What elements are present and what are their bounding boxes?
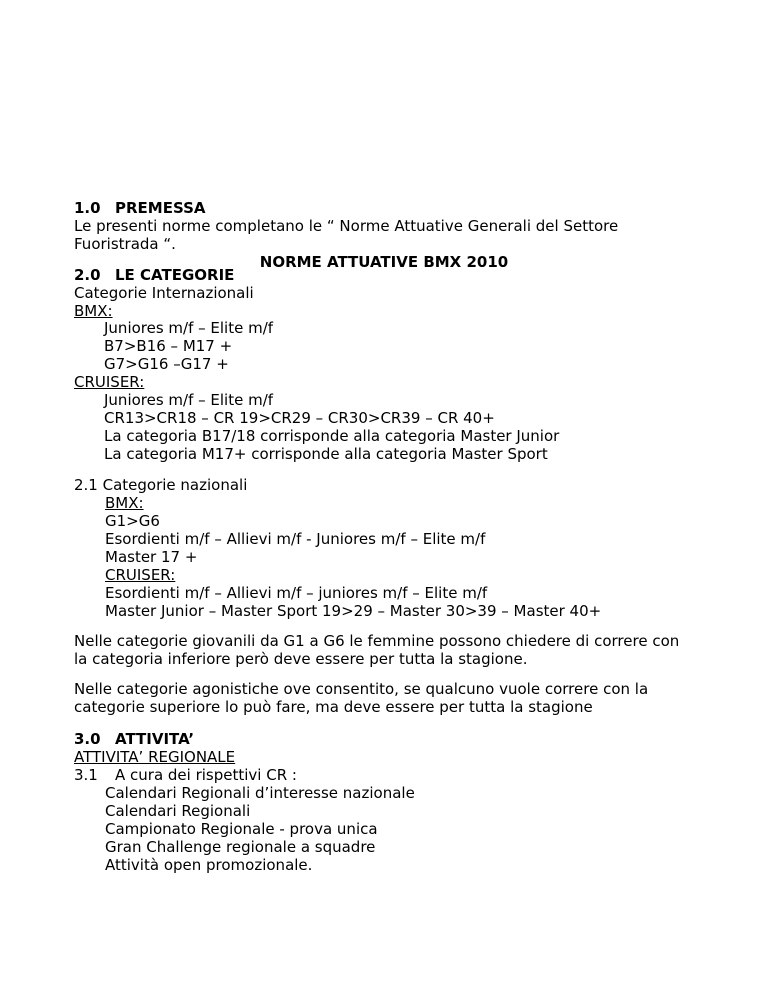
premessa-text-line: Fuoristrada “. (74, 235, 176, 253)
category-line: G7>G16 –G17 + (104, 355, 229, 373)
section-1-heading (74, 199, 206, 217)
category-line: La categoria M17+ corrisponde alla categoria Master Sport (104, 445, 548, 463)
bmx-label: BMX: (105, 494, 144, 512)
bmx-label: BMX: (74, 302, 113, 320)
section-number: 3.0 (74, 730, 101, 748)
paragraph-line: Nelle categorie giovanili da G1 a G6 le femmine possono chiedere di correre con (74, 632, 680, 650)
category-line: Esordienti m/f – Allievi m/f - Juniores m/f – Elite m/f (105, 530, 486, 548)
cruiser-label: CRUISER: (74, 373, 145, 391)
category-line: Esordienti m/f – Allievi m/f – juniores m/f – Elite m/f (105, 584, 488, 602)
paragraph-line: categorie superiore lo può fare, ma deve essere per tutta la stagione (74, 698, 593, 716)
category-line: La categoria B17/18 corrisponde alla categoria Master Junior (104, 427, 560, 445)
cruiser-label: CRUISER: (105, 566, 176, 584)
section-title: PREMESSA (115, 199, 206, 217)
activity-line: Calendari Regionali (105, 802, 251, 820)
category-line: Juniores m/f – Elite m/f (104, 391, 274, 409)
section-number: 2.0 (74, 266, 101, 284)
section-3-heading (74, 730, 194, 748)
section-2-heading (74, 266, 234, 284)
international-categories-label: Categorie Internazionali (74, 284, 254, 302)
section-3-1-line (74, 766, 297, 784)
category-line: B7>B16 – M17 + (104, 337, 233, 355)
premessa-text-line: Le presenti norme completano le “ Norme Attuative Generali del Settore (74, 217, 619, 235)
category-line: G1>G6 (105, 512, 160, 530)
category-line: Master Junior – Master Sport 19>29 – Master 30>39 – Master 40+ (105, 602, 602, 620)
activity-line: Calendari Regionali d’interesse nazionale (105, 784, 415, 802)
section-2-1-heading: 2.1 Categorie nazionali (74, 476, 248, 494)
category-line: CR13>CR18 – CR 19>CR29 – CR30>CR39 – CR 40+ (104, 409, 495, 427)
paragraph-line: la categoria inferiore però deve essere per tutta la stagione. (74, 650, 528, 668)
section-title: LE CATEGORIE (115, 266, 235, 284)
section-3-1-text: A cura dei rispettivi CR : (115, 766, 297, 784)
category-line: Juniores m/f – Elite m/f (104, 319, 274, 337)
section-number: 3.1 (74, 766, 98, 784)
activity-line: Attività open promozionale. (105, 856, 313, 874)
paragraph-line: Nelle categorie agonistiche ove consentito, se qualcuno vuole correre con la (74, 680, 649, 698)
activity-line: Campionato Regionale - prova unica (105, 820, 378, 838)
activity-line: Gran Challenge regionale a squadre (105, 838, 376, 856)
category-line: Master 17 + (105, 548, 198, 566)
section-title: ATTIVITA’ (115, 730, 195, 748)
section-number: 1.0 (74, 199, 101, 217)
regional-activity-label: ATTIVITA’ REGIONALE (74, 748, 236, 766)
document-title: NORME ATTUATIVE BMX 2010 (259, 253, 509, 271)
